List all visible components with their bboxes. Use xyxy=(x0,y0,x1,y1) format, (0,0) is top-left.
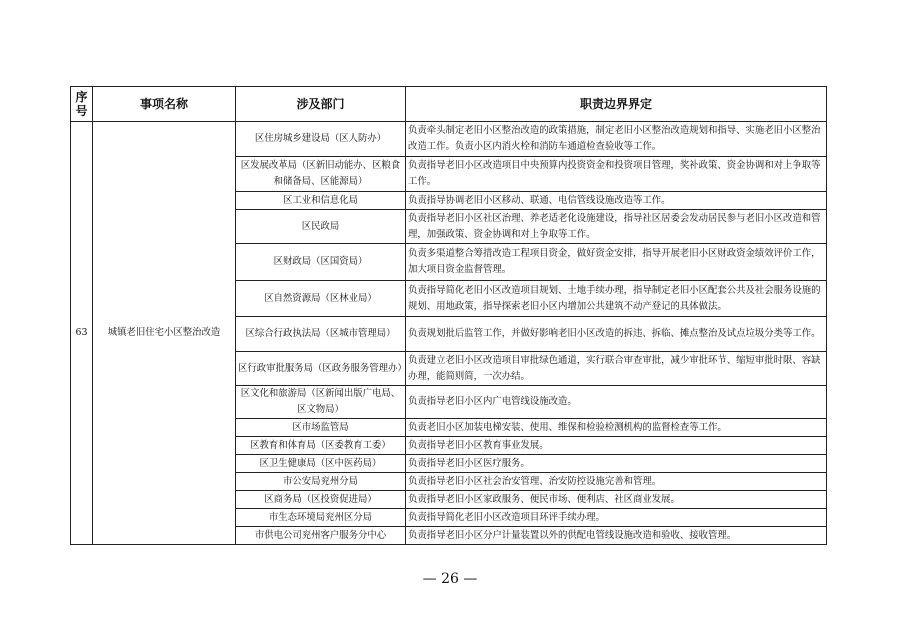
dept-cell: 区住房城乡建设局（区人防办） xyxy=(236,122,406,157)
duty-cell: 负责指导协调老旧小区移动、联通、电信管线设施改造等工作。 xyxy=(406,192,827,210)
responsibility-table xyxy=(70,86,827,545)
header-department: 涉及部门 xyxy=(236,87,406,122)
header-seq: 序号 xyxy=(71,87,93,122)
dept-cell: 区教育和体育局（区委教育工委） xyxy=(236,437,406,455)
duty-cell: 负责老旧小区加装电梯安装、使用、维保和检验检测机构的监督检查等工作。 xyxy=(406,419,827,437)
header-item-name: 事项名称 xyxy=(93,87,236,122)
duty-cell: 负责指导老旧小区教育事业发展。 xyxy=(406,437,827,455)
dept-cell: 区民政局 xyxy=(236,210,406,244)
duty-cell: 负责规划批后监管工作，并做好影响老旧小区改造的拆违、拆临、摊点整治及试点垃圾分类等工作。 xyxy=(406,317,827,352)
header-duty: 职责边界界定 xyxy=(406,87,827,122)
dept-cell: 市生态环境局兖州区分局 xyxy=(236,509,406,527)
duty-cell: 负责指导老旧小区医疗服务。 xyxy=(406,455,827,473)
duty-cell: 负责指导老旧小区社区治理、养老适老化设施建设，指导社区居委会发动居民参与老旧小区改造和管理，加强政策、资金协调和对上争取等工作。 xyxy=(406,210,827,244)
duty-cell: 负责指导简化老旧小区改造项目规划、土地手续办理，指导制定老旧小区配套公共及社会服务设施的规划、用地政策，指导探索老旧小区内增加公共建筑不动产登记的具体做法。 xyxy=(406,281,827,317)
page-number: — 26 — xyxy=(422,571,478,587)
row-seq: 63 xyxy=(71,122,93,545)
dept-cell: 区商务局（区投资促进局） xyxy=(236,491,406,509)
dept-cell: 区发展改革局（区新旧动能办、区粮食和储备局、区能源局） xyxy=(236,157,406,192)
dept-cell: 市供电公司兖州客户服务分中心 xyxy=(236,527,406,545)
dept-cell: 区卫生健康局（区中医药局） xyxy=(236,455,406,473)
duty-cell: 负责指导老旧小区分户计量装置以外的供配电管线设施改造和验收、接收管理。 xyxy=(406,527,827,545)
duty-cell: 负责指导老旧小区家政服务、便民市场、便利店、社区商业发展。 xyxy=(406,491,827,509)
duty-cell: 负责建立老旧小区改造项目审批绿色通道，实行联合审查审批，减少审批环节、缩短审批时限、容缺办理，能简则简，一次办结。 xyxy=(406,352,827,386)
dept-cell: 区综合行政执法局（区城市管理局） xyxy=(236,317,406,352)
duty-cell: 负责牵头制定老旧小区整治改造的政策措施，制定老旧小区整治改造规划和指导、实施老旧小区整治改造工作。负责小区内消火栓和消防车通道检查验收等工作。 xyxy=(406,122,827,157)
duty-cell: 负责多渠道整合筹措改造工程项目资金，做好资金安排，指导开展老旧小区财政资金绩效评价工作，加大项目资金监督管理。 xyxy=(406,244,827,281)
dept-cell: 区工业和信息化局 xyxy=(236,192,406,210)
dept-cell: 区财政局（区国资局） xyxy=(236,244,406,281)
dept-cell: 区文化和旅游局（区新闻出版广电局、区文物局） xyxy=(236,386,406,419)
dept-cell: 区行政审批服务局（区政务服务管理办） xyxy=(236,352,406,386)
table-row xyxy=(71,122,827,157)
dept-cell: 区市场监管局 xyxy=(236,419,406,437)
duty-cell: 负责指导老旧小区内广电管线设施改造。 xyxy=(406,386,827,419)
duty-cell: 负责指导老旧小区改造项目中央预算内投资资金和投资项目管理，奖补政策、资金协调和对上争取等工作。 xyxy=(406,157,827,192)
row-item-name: 城镇老旧住宅小区整治改造 xyxy=(93,122,236,545)
dept-cell: 区自然资源局（区林业局） xyxy=(236,281,406,317)
dept-cell: 市公安局兖州分局 xyxy=(236,473,406,491)
table-header-row xyxy=(71,87,827,122)
duty-cell: 负责指导简化老旧小区改造项目环评手续办理。 xyxy=(406,509,827,527)
duty-cell: 负责指导老旧小区社会治安管理、治安防控设施完善和管理。 xyxy=(406,473,827,491)
